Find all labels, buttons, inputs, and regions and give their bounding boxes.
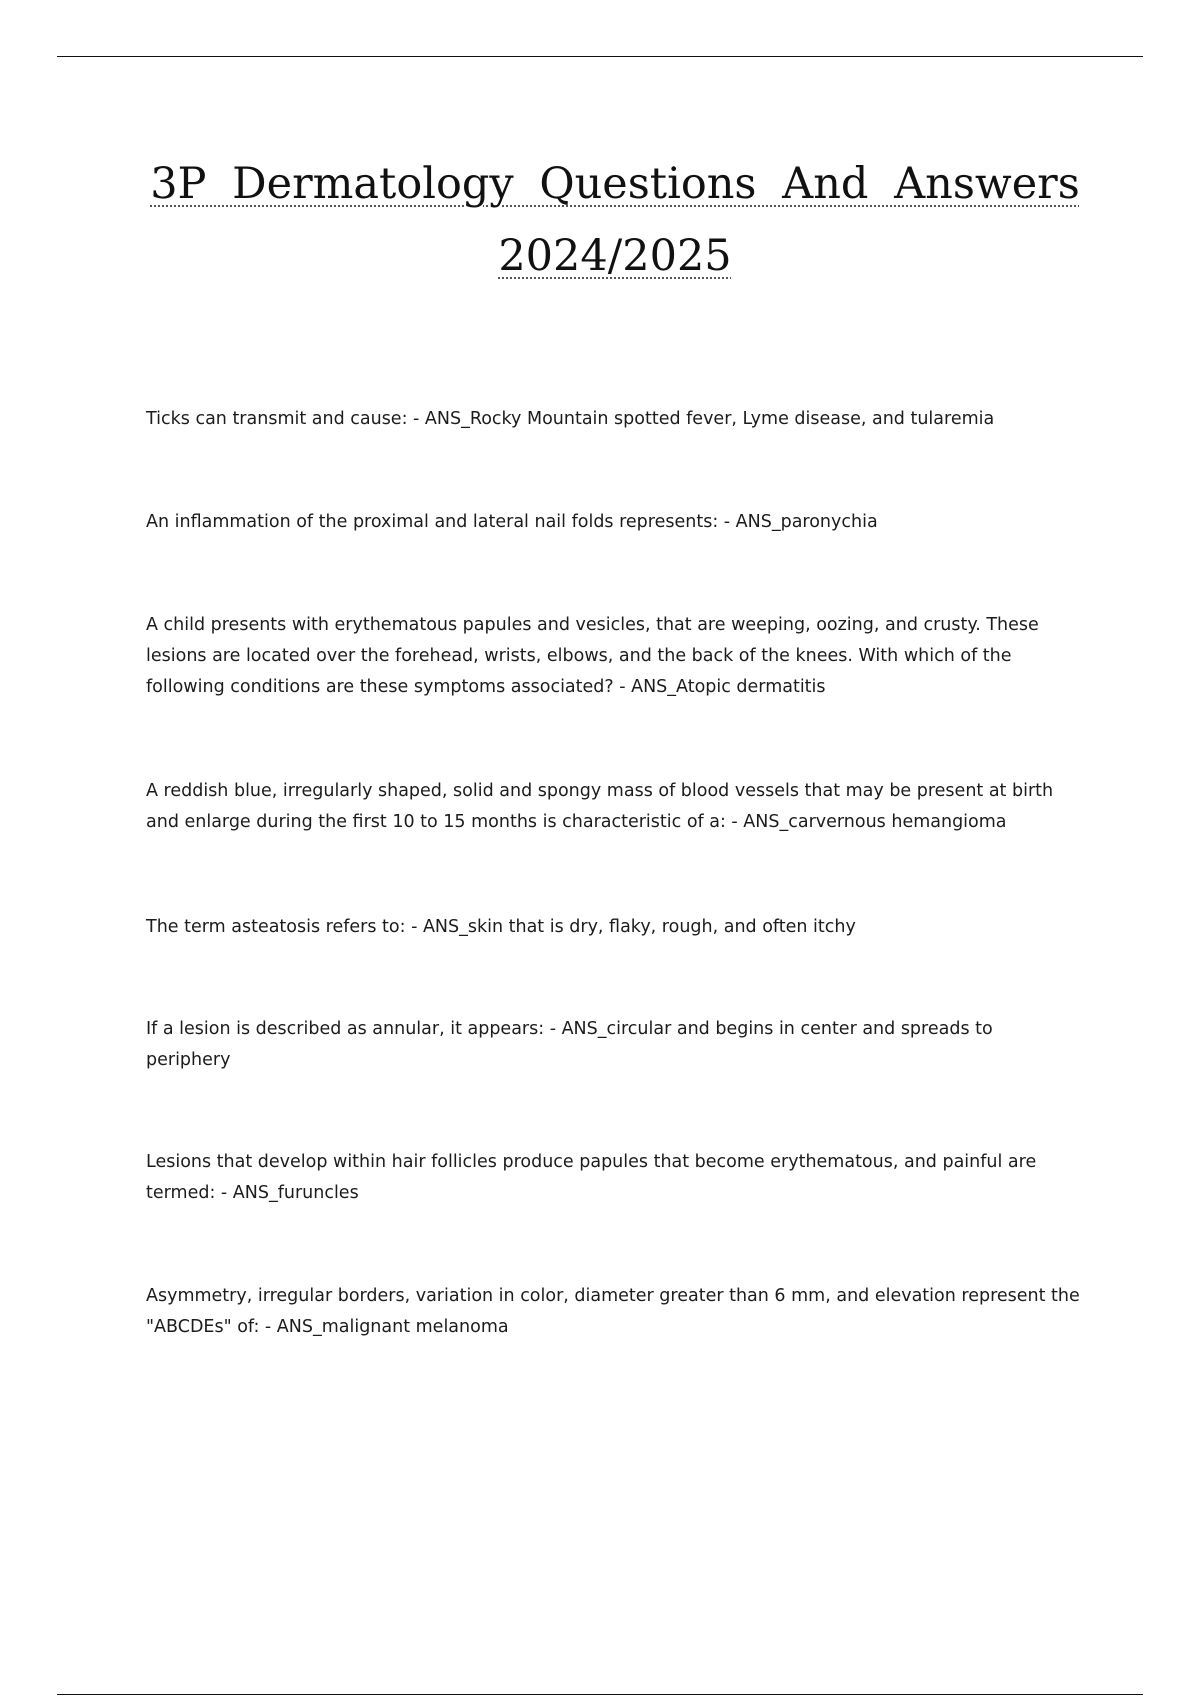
qa-item: A child presents with erythematous papules and vesicles, that are weeping, oozing, and crusty. These lesions are located over the forehead, wrists, elbows, and the back of the knees. With which of the following conditions are these symptoms associated? - ANS_Atopic dermatitis [146, 615, 1039, 697]
qa-item: Ticks can transmit and cause: - ANS_Rocky Mountain spotted fever, Lyme disease, and tularemia [146, 409, 995, 429]
qa-item: Asymmetry, irregular borders, variation in color, diameter greater than 6 mm, and elevation represent the "ABCDEs" of: - ANS_malignant melanoma [146, 1286, 1080, 1337]
qa-item: If a lesion is described as annular, it appears: - ANS_circular and begins in center and spreads to periphery [146, 1019, 993, 1070]
title-line-1: 3P Dermatology Questions And Answers [150, 159, 1080, 209]
document-title [140, 148, 1090, 292]
qa-item: The term asteatosis refers to: - ANS_skin that is dry, flaky, rough, and often itchy [146, 917, 856, 937]
bottom-rule [57, 1694, 1143, 1695]
qa-item: An inflammation of the proximal and lateral nail folds represents: - ANS_paronychia [146, 512, 878, 532]
qa-item: Lesions that develop within hair follicles produce papules that become erythematous, and painful are termed: - ANS_furuncles [146, 1152, 1037, 1203]
title-line-2: 2024/2025 [498, 231, 732, 281]
qa-item: A reddish blue, irregularly shaped, solid and spongy mass of blood vessels that may be present at birth and enlarge during the first 10 to 15 months is characteristic of a: - ANS_carvernous hemangioma [146, 781, 1054, 832]
top-rule [57, 56, 1143, 57]
